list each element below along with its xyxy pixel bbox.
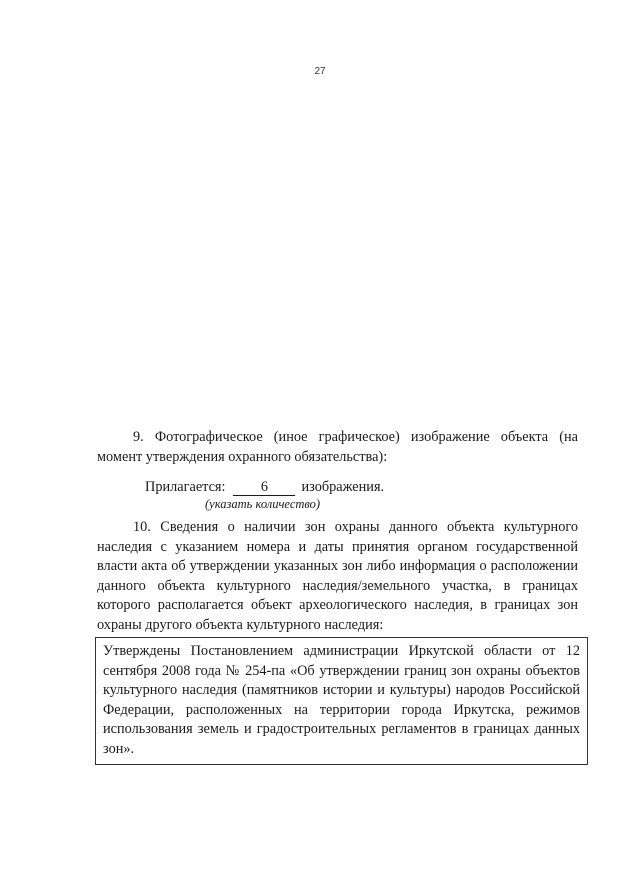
approval-text: Утверждены Постановлением администрации Иркутской области от 12 сентября 2008 года № 254-па «Об утверждении границ зон охраны объектов культурного наследия (памятников истории и культуры) народов Российской Федерации, расположенных на территории города Иркутска, режимов использования земель и градостроительных регламентов в границах данных зон». xyxy=(103,643,580,757)
attached-label: Прилагается: xyxy=(145,479,226,495)
section-9-paragraph xyxy=(97,428,578,467)
section-9-text: 9. Фотографическое (иное графическое) изображение объекта (на момент утверждения охранного обязательства): xyxy=(97,429,578,465)
image-count: 6 xyxy=(233,480,295,496)
section-10-text: 10. Сведения о наличии зон охраны данного объекта культурного наследия с указанием номера и даты принятия органом государственной власти акта об утверждении указанных зон либо информация о расположении данного объекта культурного наследия/земельного участка, в границах которого располагается объект археологического наследия, в границах зон охраны другого объекта культурного наследия: xyxy=(97,519,578,633)
attached-suffix: изображения. xyxy=(301,479,385,495)
approval-box xyxy=(95,637,588,765)
section-10-paragraph xyxy=(97,518,578,635)
attached-line xyxy=(145,478,384,498)
page-number: 27 xyxy=(314,66,326,77)
count-hint: (указать количество) xyxy=(205,497,321,511)
